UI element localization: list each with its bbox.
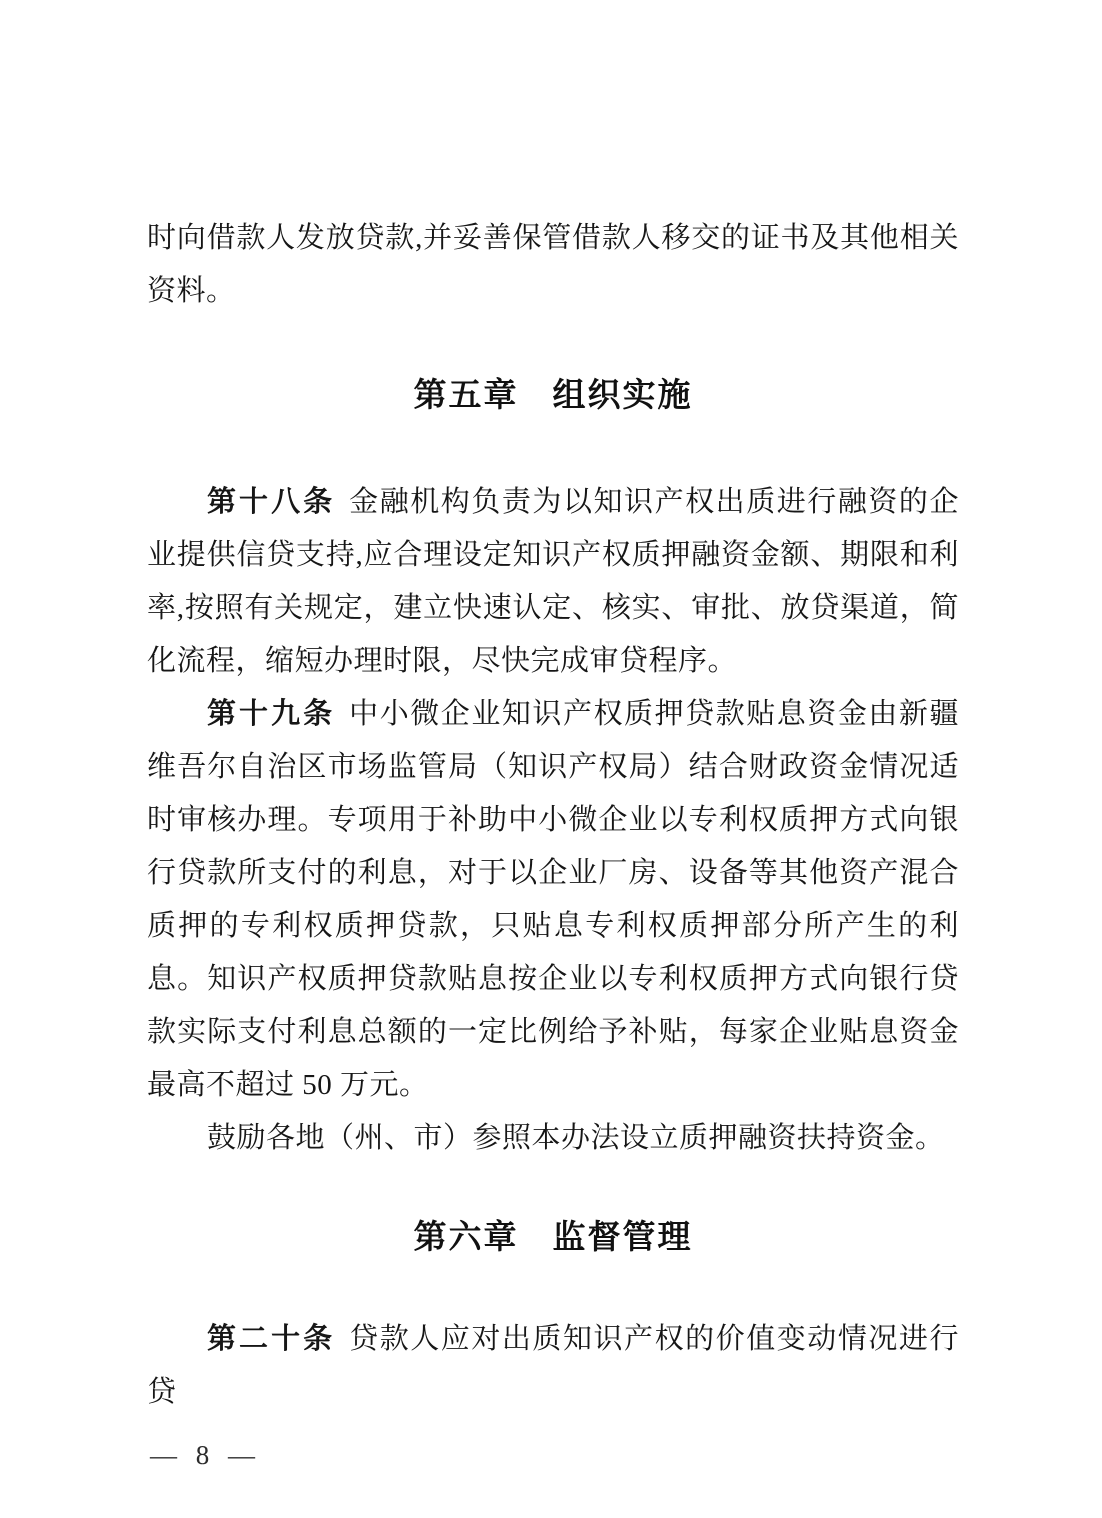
chapter-6-title: 监督管理 <box>552 1218 693 1255</box>
chapter-5-heading <box>147 368 959 421</box>
chapter-6-heading <box>147 1210 959 1263</box>
continuation-paragraph-text: 时向借款人发放贷款,并妥善保管借款人移交的证书及其他相关资料。 <box>147 222 959 307</box>
document-content <box>147 212 959 1419</box>
chapter-5-title: 组织实施 <box>552 376 693 413</box>
continuation-paragraph <box>147 212 959 318</box>
article-19-body: 中小微企业知识产权质押贷款贴息资金由新疆维吾尔自治区市场监管局（知识产权局）结合财政资金情况适时审核办理。专项用于补助中小微企业以专利权质押方式向银行贷款所支付的利息，对于以企业厂房、设备等其他资产混合质押的专利权质押贷款，只贴息专利权质押部分所产生的利息。知识产权质押贷款贴息按企业以专利权质押方式向银行贷款实际支付利息总额的一定比例给予补贴，每家企业贴息资金最高不超过 50 万元。 <box>147 698 959 1101</box>
article-19-supplement-paragraph <box>147 1112 959 1165</box>
page-footer <box>150 1440 256 1471</box>
chapter-6-number: 第六章 <box>413 1218 519 1255</box>
article-19-paragraph <box>147 688 959 1112</box>
article-18-paragraph <box>147 476 959 688</box>
article-18-number: 第十八条 <box>207 486 336 518</box>
article-20-body: 贷款人应对出质知识产权的价值变动情况进行贷 <box>147 1323 959 1408</box>
article-19-supplement-text: 鼓励各地（州、市）参照本办法设立质押融资扶持资金。 <box>207 1122 945 1154</box>
page-number-text: — 8 — <box>150 1440 256 1470</box>
article-19-number: 第十九条 <box>207 698 336 730</box>
article-18-body: 金融机构负责为以知识产权出质进行融资的企业提供信贷支持,应合理设定知识产权质押融资金额、期限和利率,按照有关规定，建立快速认定、核实、审批、放贷渠道，简化流程，缩短办理时限，尽快完成审贷程序。 <box>147 486 959 677</box>
article-20-number: 第二十条 <box>207 1323 336 1355</box>
article-20-paragraph <box>147 1313 959 1419</box>
chapter-5-number: 第五章 <box>413 376 519 413</box>
